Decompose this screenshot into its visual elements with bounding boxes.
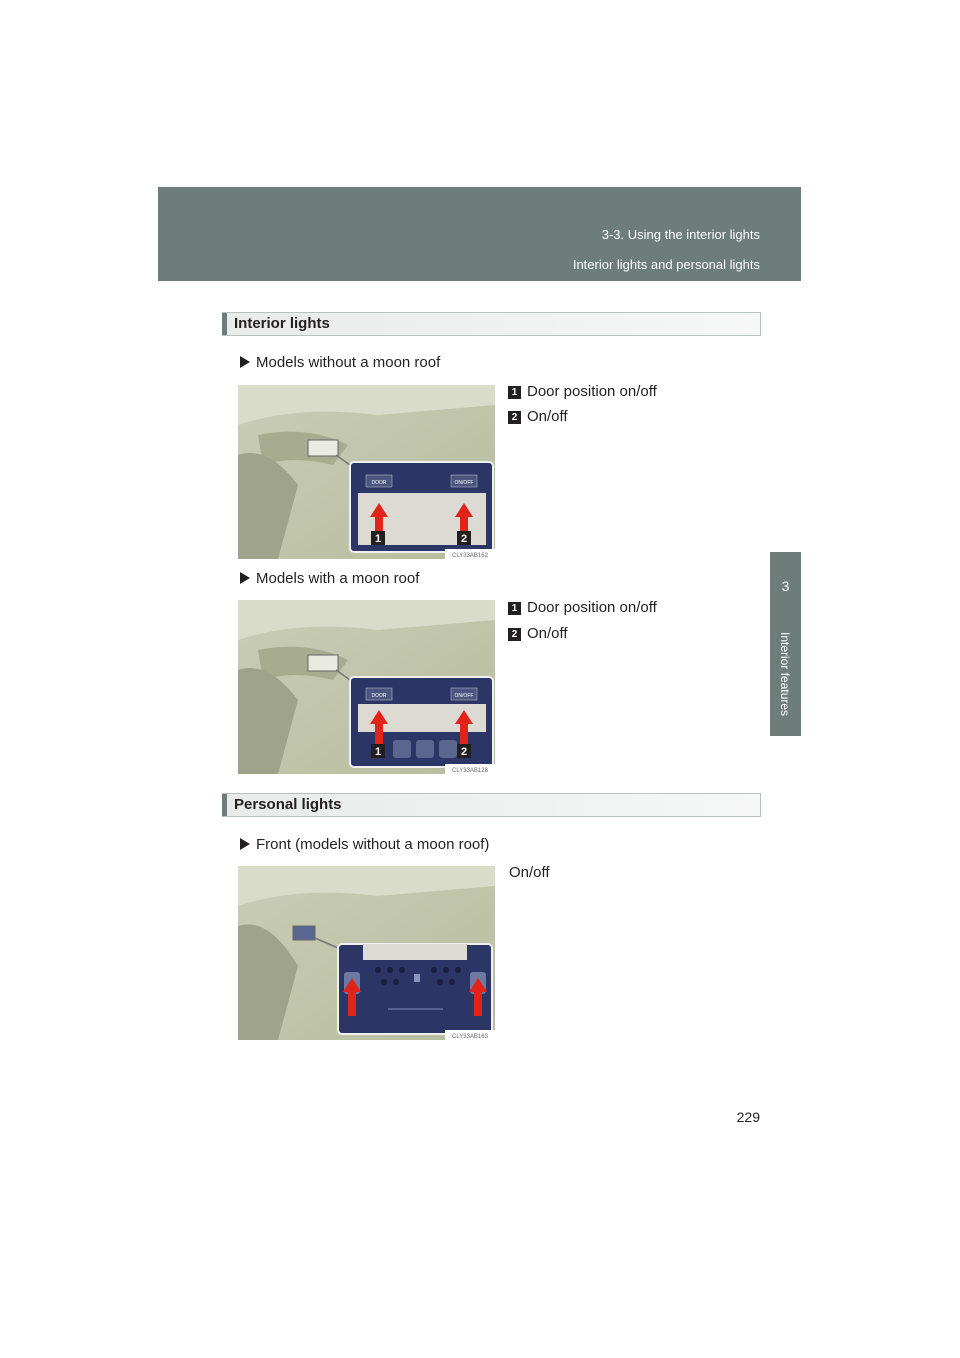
triangle-bullet-icon [240,356,250,368]
figure-marker-1: 1 [374,746,382,758]
list-item [508,625,568,642]
figure-label-onoff: ON/OFF [454,480,474,486]
subsection-label [240,354,440,371]
number-badge: 1 [508,602,521,615]
item-text: On/off [527,408,568,425]
item-text: On/off [509,864,550,881]
subsection-text: Models with a moon roof [256,570,420,587]
figure-marker-2: 2 [460,746,468,758]
figure-marker-2: 2 [460,533,468,545]
list-item [508,383,657,400]
list-item [508,599,657,616]
section-heading-personal-lights [222,793,761,817]
header-title: Interior lights and personal lights [572,257,760,272]
number-badge: 2 [508,628,521,641]
figure-code: CLY33AB128 [452,768,488,774]
figure-label-door: DOOR [371,693,387,699]
item-text: On/off [527,625,568,642]
section-heading-text: Interior lights [234,315,330,332]
section-heading-interior-lights [222,312,761,336]
item-text: Door position on/off [527,383,657,400]
number-badge: 1 [508,386,521,399]
figure-code: CLY33AB163 [452,1034,488,1040]
list-item [509,864,550,881]
subsection-text: Front (models without a moon roof) [256,836,490,853]
subsection-label [240,836,489,853]
triangle-bullet-icon [240,572,250,584]
header-band [158,187,801,281]
chapter-tab[interactable] [770,552,801,736]
figure-label-door: DOOR [371,480,387,486]
figure-code: CLY33AB162 [452,553,488,559]
section-heading-text: Personal lights [234,796,342,813]
chapter-number: 3 [781,578,790,594]
number-badge: 2 [508,411,521,424]
figure-with-moon-roof [238,600,495,774]
section-heading-bar [222,313,227,335]
figure-without-moon-roof [238,385,495,559]
header-section: 3-3. Using the interior lights [601,227,760,242]
subsection-text: Models without a moon roof [256,354,441,371]
chapter-label: Interior features [778,632,792,717]
section-heading-bar [222,794,227,816]
page-number: 229 [736,1109,760,1125]
triangle-bullet-icon [240,838,250,850]
figure-personal-lights [238,866,495,1040]
figure-marker-1: 1 [374,533,382,545]
subsection-label [240,570,419,587]
figure-label-onoff: ON/OFF [454,693,474,699]
item-text: Door position on/off [527,599,657,616]
list-item [508,408,568,425]
